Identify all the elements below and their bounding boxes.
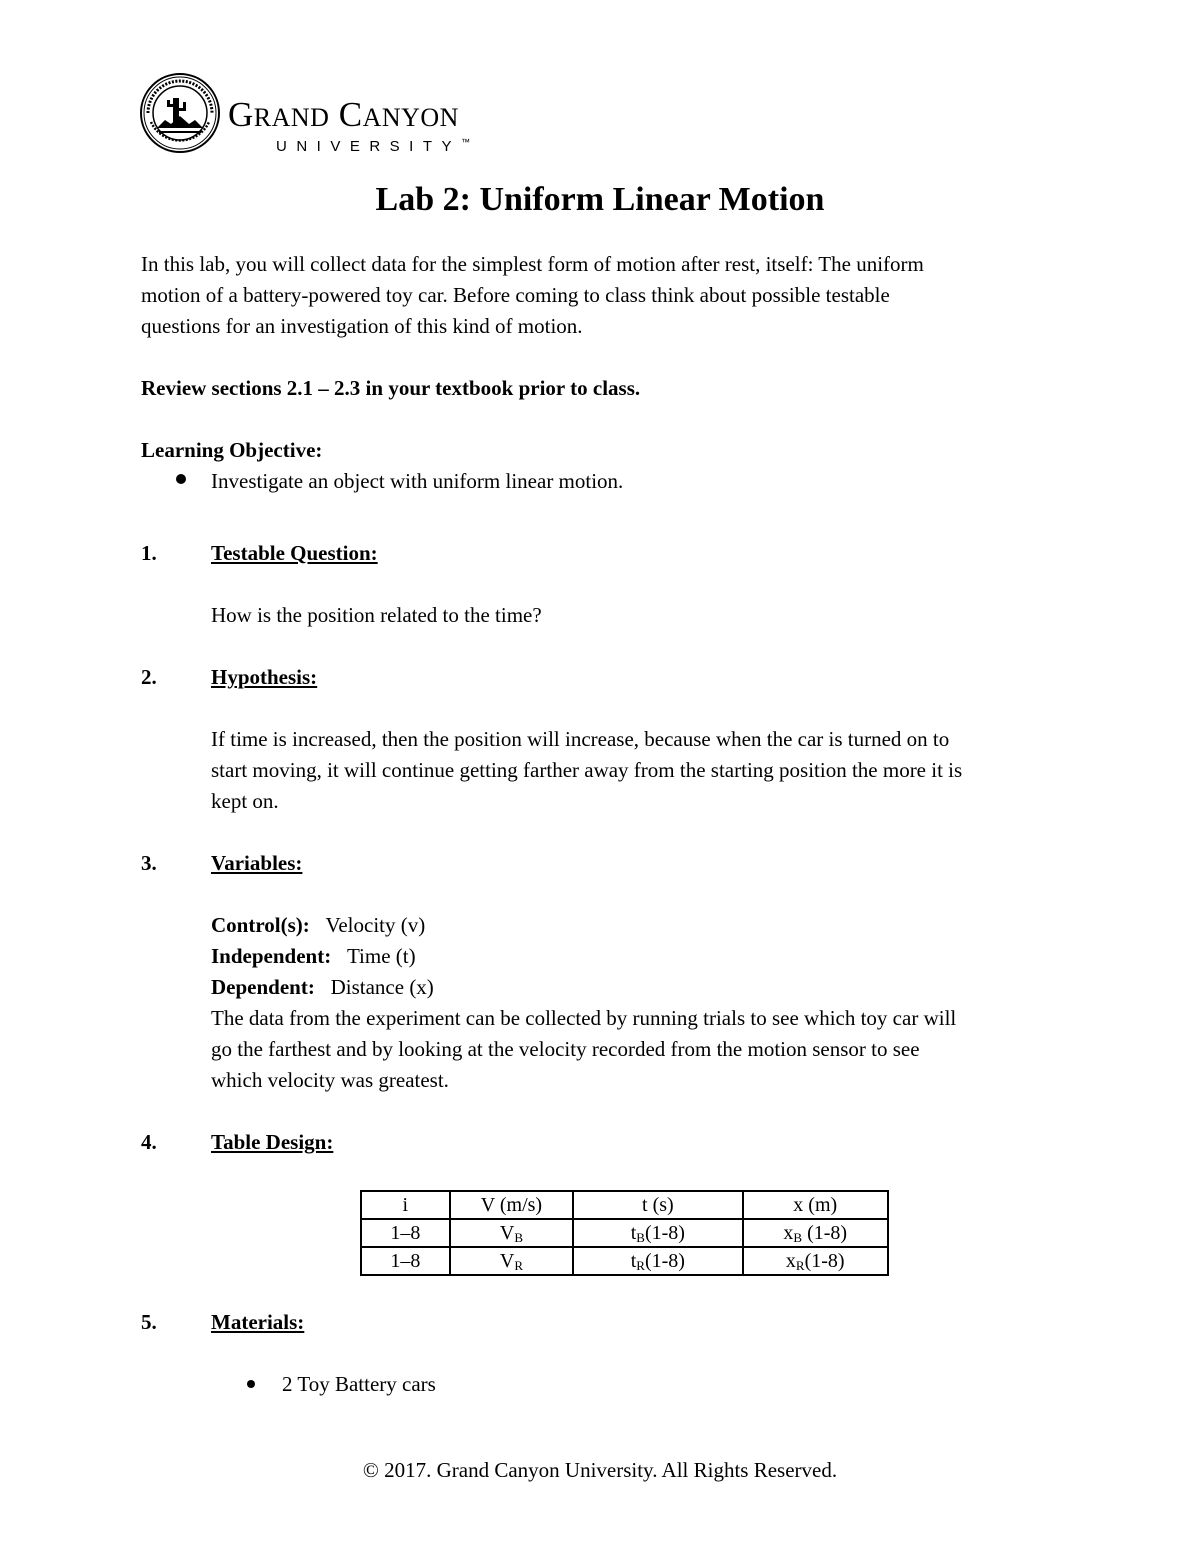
- table-header-cell: V (m/s): [450, 1191, 574, 1219]
- table-header-row: [361, 1191, 888, 1219]
- university-name: GRAND CANYON: [228, 95, 459, 134]
- section-number: 5.: [141, 1310, 157, 1334]
- variables-body-line-3: which velocity was greatest.: [211, 1068, 449, 1092]
- intro-line-1: In this lab, you will collect data for the simplest form of motion after rest, itself: The uniform: [141, 252, 924, 276]
- learning-objective-item: Investigate an object with uniform linear motion.: [211, 469, 624, 493]
- intro-line-2: motion of a battery-powered toy car. Before coming to class think about possible testable: [141, 283, 890, 307]
- review-note: Review sections 2.1 – 2.3 in your textbook prior to class.: [141, 376, 641, 400]
- section-heading-hypothesis: Hypothesis:: [211, 665, 318, 689]
- section-number: 3.: [141, 851, 157, 875]
- testable-question-body: How is the position related to the time?: [211, 603, 542, 627]
- table-row: [361, 1219, 888, 1247]
- table-header-cell: x (m): [743, 1191, 889, 1219]
- table-cell: $V_B$: [450, 1219, 574, 1247]
- materials-item: 2 Toy Battery cars: [282, 1372, 436, 1396]
- table-cell: $t_R(1-8)$: [573, 1247, 742, 1275]
- section-heading-table-design: Table Design:: [211, 1130, 334, 1154]
- variable-independent: Independent: Time (t): [211, 944, 416, 968]
- variable-control: Control(s): Velocity (v): [211, 913, 426, 937]
- section-heading-testable-question: Testable Question:: [211, 541, 378, 565]
- table-header-cell: t (s): [573, 1191, 742, 1219]
- section-heading-variables: Variables:: [211, 851, 303, 875]
- table-cell: 1–8: [361, 1219, 450, 1247]
- table-header-cell: i: [361, 1191, 450, 1219]
- hypothesis-line-2: start moving, it will continue getting farther away from the starting position the more it is: [211, 758, 963, 782]
- variable-dependent: Dependent: Distance (x): [211, 975, 434, 999]
- table-cell: $t_B(1-8)$: [573, 1219, 742, 1247]
- table-cell: $x_R(1-8)$: [743, 1247, 889, 1275]
- bullet-icon: [176, 474, 186, 484]
- hypothesis-line-1: If time is increased, then the position will increase, because when the car is turned on to: [211, 727, 950, 751]
- section-number: 4.: [141, 1130, 157, 1154]
- copyright-footer: © 2017. Grand Canyon University. All Rights Reserved.: [362, 1458, 838, 1482]
- page-title: Lab 2: Uniform Linear Motion: [375, 181, 825, 218]
- bullet-icon: [247, 1380, 255, 1388]
- table-design: [360, 1190, 889, 1276]
- learning-objective-heading: Learning Objective:: [141, 438, 323, 462]
- table-cell: $x_B$ (1-8): [743, 1219, 889, 1247]
- table-row: [361, 1247, 888, 1275]
- section-heading-materials: Materials:: [211, 1310, 305, 1334]
- intro-line-3: questions for an investigation of this kind of motion.: [141, 314, 583, 338]
- table-cell: 1–8: [361, 1247, 450, 1275]
- hypothesis-line-3: kept on.: [211, 789, 279, 813]
- section-number: 1.: [141, 541, 157, 565]
- variables-body-line-2: go the farthest and by looking at the velocity recorded from the motion sensor to see: [211, 1037, 920, 1061]
- variables-body-line-1: The data from the experiment can be collected by running trials to see which toy car will: [211, 1006, 957, 1030]
- table-cell: $V_R$: [450, 1247, 574, 1275]
- section-number: 2.: [141, 665, 157, 689]
- gcu-seal-icon: [139, 72, 221, 154]
- university-subtitle: UNIVERSITY™: [276, 137, 471, 155]
